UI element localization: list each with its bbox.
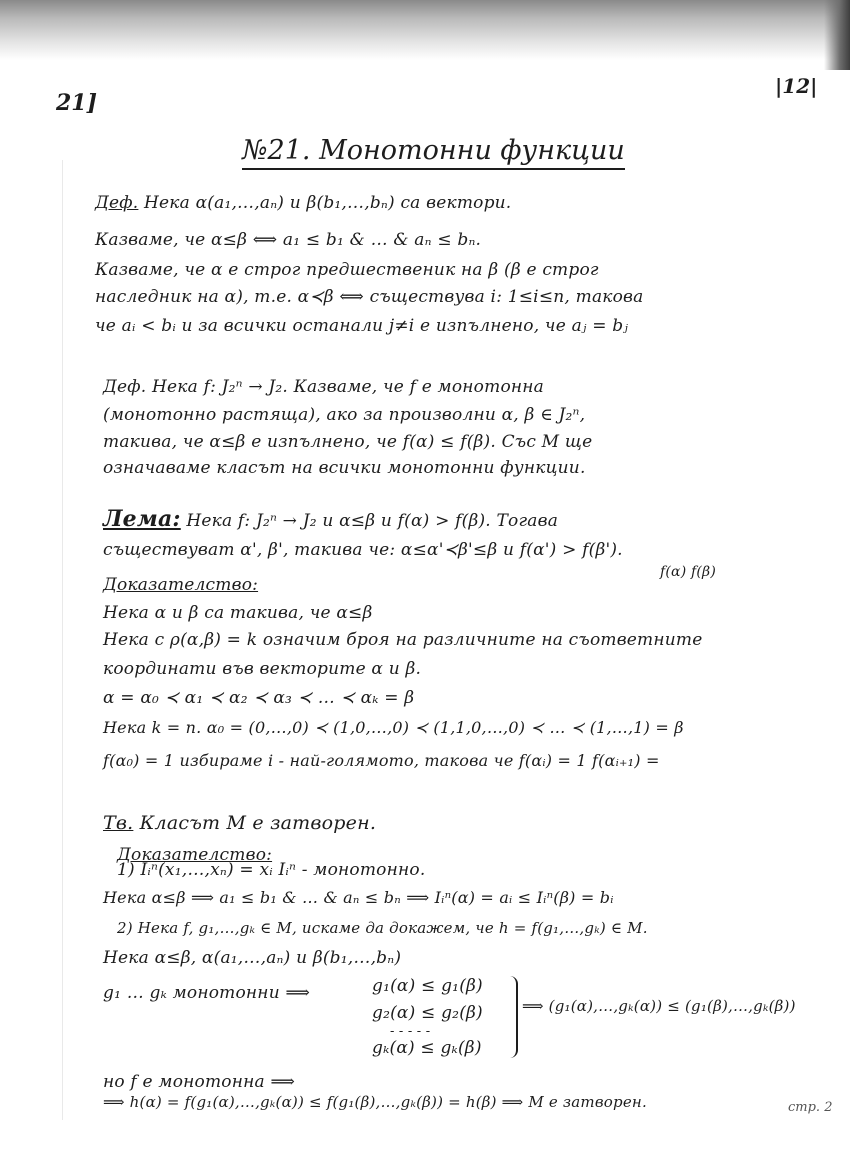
proof-2-line-2: Нека α≤β ⟹ a₁ ≤ b₁ & … & aₙ ≤ bₙ ⟹ Iᵢⁿ(α) = aᵢ ≤ Iᵢⁿ(β) = bᵢ [103,888,614,907]
scan-shadow-right [824,0,850,70]
lemma-line-2: съществуват α', β', такива че: α≤α'≺β'≤β и f(α') > f(β'). [103,540,623,560]
definition-1-line-4: наследник на α), т.е. α≺β ⟺ съществува i: 1≤i≤n, такова [95,287,644,307]
scan-shadow-top [0,0,850,60]
proof-2-ineq-dots: - - - - - [390,1024,431,1039]
definition-2-line-1: Деф. Нека f: J₂ⁿ → J₂. Казваме, че f е монотонна [103,377,545,397]
right-page-number: |12| [775,74,818,98]
proof-2-line-7: ⟹ h(α) = f(g₁(α),…,gₖ(α)) ≤ f(g₁(β),…,gₖ(β)) = h(β) ⟹ M е затворен. [103,1093,647,1111]
definition-1-line-2: Казваме, че α≤β ⟺ a₁ ≤ b₁ & … & aₙ ≤ bₙ. [95,230,482,250]
theorem-label: Тв. [103,812,134,834]
proof-2-label: Доказателство: [117,845,273,865]
lemma-label: Лема: [103,506,181,532]
proof-2-ineq-k: gₖ(α) ≤ gₖ(β) [372,1038,482,1058]
proof-2-line-6: но f е монотонна ⟹ [103,1072,296,1092]
theorem-text: Класът M е затворен. [139,812,377,834]
definition-1-line-1: Деф. Нека α(a₁,…,aₙ) и β(b₁,…,bₙ) са вектори. [95,193,512,213]
proof-1-line-1: Нека α и β са такива, че α≤β [103,603,373,623]
proof-1-line-5: Нека k = n. α₀ = (0,…,0) ≺ (1,0,…,0) ≺ (1,1,0,…,0) ≺ … ≺ (1,…,1) = β [103,718,684,737]
page-corner-note: стр. 2 [788,1100,833,1115]
proof-2-ineq-1: g₁(α) ≤ g₁(β) [372,976,483,996]
proof-1-line-3: координати във векторите α и β. [103,659,422,679]
definition-2-line-2: (монотонно растяща), ако за произволни α, β ∈ J₂ⁿ, [103,405,586,425]
proof-1-line-4: α = α₀ ≺ α₁ ≺ α₂ ≺ α₃ ≺ … ≺ αₖ = β [103,688,415,708]
definition-2-line-3: такива, че α≤β е изпълнено, че f(α) ≤ f(β). Със M ще [103,432,593,452]
proof-2-line-1: 1) Iᵢⁿ(x₁,…,xₙ) = xᵢ Iᵢⁿ - монотонно. [117,860,426,880]
margin-line [62,160,63,1120]
proof-1-label: Доказателство: [103,575,259,595]
lemma-line-1: Лема: Нека f: J₂ⁿ → J₂ и α≤β и f(α) > f(β). Тогава [103,506,559,532]
proof-2-line-4: Нека α≤β, α(a₁,…,aₙ) и β(b₁,…,bₙ) [103,948,402,968]
proof-2-line-3: 2) Нека f, g₁,…,gₖ ∈ M, искаме да докажем, че h = f(g₁,…,gₖ) ∈ M. [117,919,648,937]
definition-2-line-4: означаваме класът на всички монотонни функции. [103,458,586,478]
lemma-annotation: f(α) f(β) [660,564,717,580]
proof-2-conclusion-1: ⟹ (g₁(α),…,gₖ(α)) ≤ (g₁(β),…,gₖ(β)) [522,997,796,1015]
proof-2-line-5: g₁ … gₖ монотонни ⟹ [103,983,311,1003]
definition-label: Деф. [95,193,139,213]
proof-1-line-2: Нека с ρ(α,β) = k означим броя на различните на съответните [103,630,703,650]
definition-1-line-5: че aᵢ < bᵢ и за всички останали j≠i е изпълнено, че aⱼ = bⱼ [95,316,629,336]
proof-2-ineq-2: g₂(α) ≤ g₂(β) [372,1003,483,1023]
proof-2-brace [506,976,518,1058]
definition-1-line-3: Казваме, че α е строг предшественик на β (β е строг [95,260,599,280]
left-page-number: 21] [56,90,98,116]
theorem [103,813,376,833]
page-title: №21. Монотонни функции [242,135,625,170]
proof-1-line-6: f(α₀) = 1 избираме i - най-голямото, такова че f(αᵢ) = 1 f(αᵢ₊₁) = [103,751,660,770]
